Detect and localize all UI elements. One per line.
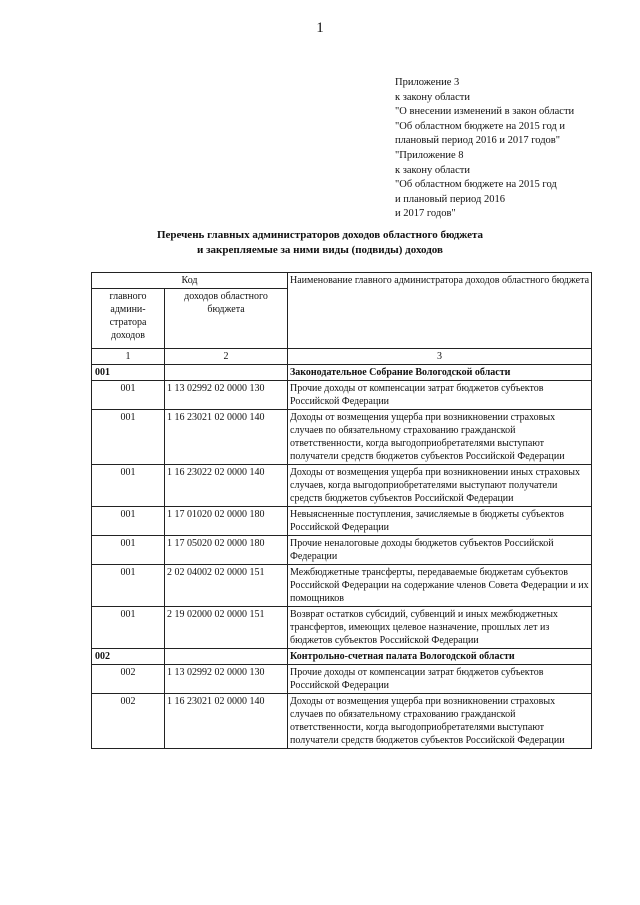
document-title [0, 228, 640, 258]
income-name-cell: Доходы от возмещения ущерба при возникновении страховых случаев по обязательному страхованию гражданской ответственности, когда выгодоприобретателями выступают получатели средств бюджетов субъектов Российской Федерации [288, 410, 592, 465]
column-number: 1 [92, 349, 165, 365]
income-name-cell: Невыясненные поступления, зачисляемые в бюджеты субъектов Российской Федерации [288, 507, 592, 536]
income-code-cell [165, 365, 288, 381]
admin-code-cell: 001 [92, 410, 165, 465]
column-number: 3 [288, 349, 592, 365]
administrators-table [91, 272, 592, 749]
income-name-cell: Доходы от возмещения ущерба при возникновении страховых случаев по обязательному страхованию гражданской ответственности, когда выгодоприобретателями выступают получатели средств бюджетов субъектов Российской Федерации [288, 694, 592, 749]
table-row [92, 536, 592, 565]
income-name-cell: Возврат остатков субсидий, субвенций и иных межбюджетных трансфертов, имеющих целевое назначение, прошлых лет из бюджетов субъектов Российской Федерации [288, 607, 592, 649]
appendix-line: и плановый период 2016 [395, 193, 505, 205]
admin-code-cell: 002 [92, 694, 165, 749]
header-code-group: Код [92, 273, 288, 289]
header-income-code: доходов областного бюджета [165, 289, 288, 349]
income-code-cell: 1 17 05020 02 0000 180 [165, 536, 288, 565]
income-name-cell: Межбюджетные трансферты, передаваемые бюджетам субъектов Российской Федерации на содержание членов Совета Федерации и их помощников [288, 565, 592, 607]
table-row [92, 381, 592, 410]
income-code-cell: 1 17 01020 02 0000 180 [165, 507, 288, 536]
title-line-1: Перечень главных администраторов доходов областного бюджета [156, 229, 484, 241]
appendix-line: к закону области [395, 164, 470, 176]
income-code-cell: 1 13 02992 02 0000 130 [165, 381, 288, 410]
appendix-line: Приложение 3 [395, 77, 460, 88]
appendix-line: и 2017 годов" [395, 208, 456, 220]
income-name-cell: Доходы от возмещения ущерба при возникновении иных страховых случаев, когда выгодоприобретателями выступают получатели средств бюджетов субъектов Российской Федерации [288, 465, 592, 507]
table-row [92, 465, 592, 507]
admin-code-cell: 002 [92, 649, 165, 665]
table-section-row [92, 365, 592, 381]
header-admin-code: главного админи-стратора доходов [92, 289, 165, 349]
table-row [92, 607, 592, 649]
table-row [92, 410, 592, 465]
title-line-2: и закрепляемые за ними виды (подвиды) доходов [197, 244, 443, 256]
income-name-cell: Контрольно-счетная палата Вологодской области [288, 649, 592, 665]
admin-code-cell: 001 [92, 365, 165, 381]
table-row [92, 694, 592, 749]
income-code-cell: 2 19 02000 02 0000 151 [165, 607, 288, 649]
admin-code-cell: 001 [92, 607, 165, 649]
income-name-cell: Прочие неналоговые доходы бюджетов субъектов Российской Федерации [288, 536, 592, 565]
appendix-line: плановый период 2016 и 2017 годов" [395, 135, 561, 147]
income-name-cell: Прочие доходы от компенсации затрат бюджетов субъектов Российской Федерации [288, 665, 592, 694]
appendix-line: к закону области [395, 91, 470, 103]
income-code-cell: 1 16 23022 02 0000 140 [165, 465, 288, 507]
income-code-cell: 1 13 02992 02 0000 130 [165, 665, 288, 694]
income-name-cell: Законодательное Собрание Вологодской области [288, 365, 592, 381]
appendix-line: "Приложение 8 [395, 149, 464, 161]
page-number: 1 [316, 20, 324, 36]
appendix-line: "Об областном бюджете на 2015 год [395, 179, 557, 191]
admin-code-cell: 001 [92, 507, 165, 536]
column-number: 2 [165, 349, 288, 365]
appendix-line: "Об областном бюджете на 2015 год и [395, 120, 566, 132]
header-name: Наименование главного администратора доходов областного бюджета [288, 273, 592, 349]
admin-code-cell: 002 [92, 665, 165, 694]
appendix-line: "О внесении изменений в закон области [395, 106, 575, 118]
table-section-row [92, 649, 592, 665]
column-number-row [92, 349, 592, 365]
income-name-cell: Прочие доходы от компенсации затрат бюджетов субъектов Российской Федерации [288, 381, 592, 410]
appendix-block [395, 76, 635, 222]
table-header-row [92, 273, 592, 289]
admin-code-cell: 001 [92, 536, 165, 565]
income-code-cell: 1 16 23021 02 0000 140 [165, 694, 288, 749]
income-code-cell [165, 649, 288, 665]
table-row [92, 665, 592, 694]
admin-code-cell: 001 [92, 565, 165, 607]
table-row [92, 507, 592, 536]
income-code-cell: 1 16 23021 02 0000 140 [165, 410, 288, 465]
admin-code-cell: 001 [92, 381, 165, 410]
income-code-cell: 2 02 04002 02 0000 151 [165, 565, 288, 607]
admin-code-cell: 001 [92, 465, 165, 507]
table-row [92, 565, 592, 607]
